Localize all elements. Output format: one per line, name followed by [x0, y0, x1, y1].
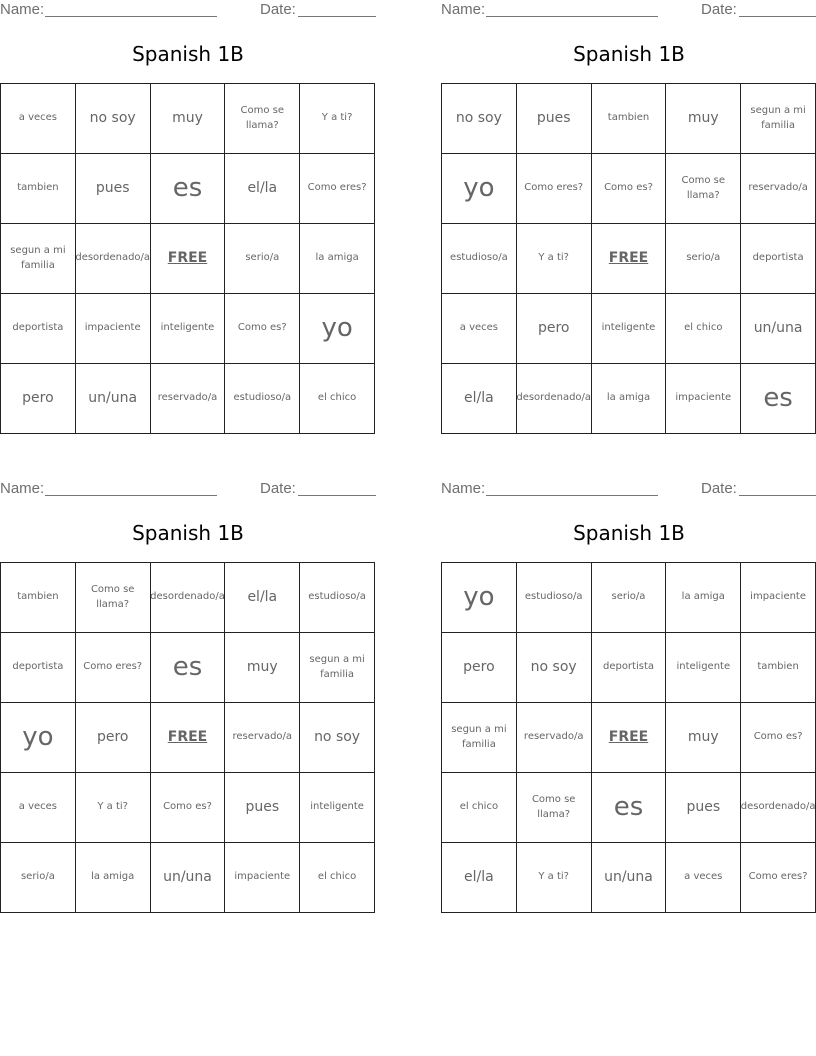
name-line: [45, 495, 217, 496]
bingo-cell: estudioso/a: [225, 364, 300, 434]
bingo-card-1: [0, 0, 376, 440]
bingo-cell: yo: [442, 563, 517, 633]
bingo-cell: no soy: [300, 703, 375, 773]
bingo-grid: [0, 83, 375, 434]
bingo-cell: pues: [666, 773, 741, 843]
bingo-cell: reservado/a: [517, 703, 592, 773]
name-label: Name:: [0, 480, 45, 497]
bingo-cell: la amiga: [666, 563, 741, 633]
bingo-cell: yo: [1, 703, 76, 773]
bingo-cell: pues: [517, 84, 592, 154]
bingo-cell: inteligente: [151, 294, 226, 364]
bingo-cell: Como es?: [741, 703, 816, 773]
bingo-cell: el/la: [442, 843, 517, 913]
bingo-cell: un/una: [151, 843, 226, 913]
bingo-cell: estudioso/a: [442, 224, 517, 294]
bingo-cell: un/una: [741, 294, 816, 364]
bingo-cell: la amiga: [76, 843, 151, 913]
bingo-cell: el chico: [300, 843, 375, 913]
bingo-cell: tambien: [592, 84, 667, 154]
bingo-cell: el chico: [442, 773, 517, 843]
bingo-cell: deportista: [1, 294, 76, 364]
date-line: [298, 495, 376, 496]
bingo-cell: Como eres?: [76, 633, 151, 703]
bingo-cell: serio/a: [666, 224, 741, 294]
date-label: Date:: [701, 480, 737, 497]
bingo-cell: Y a ti?: [517, 843, 592, 913]
date-line: [739, 495, 816, 496]
bingo-card-2: [441, 0, 816, 440]
bingo-cell: impaciente: [225, 843, 300, 913]
bingo-cell: segun a mi familia: [741, 84, 816, 154]
bingo-cell: impaciente: [666, 364, 741, 434]
bingo-cell: muy: [225, 633, 300, 703]
date-label: Date:: [260, 1, 296, 18]
date-line: [298, 16, 376, 17]
name-label: Name:: [441, 1, 486, 18]
bingo-cell: el chico: [300, 364, 375, 434]
card-title: Spanish 1B: [132, 521, 244, 545]
bingo-cell: estudioso/a: [300, 563, 375, 633]
bingo-cell: segun a mi familia: [300, 633, 375, 703]
bingo-cell: es: [151, 154, 226, 224]
name-line: [486, 495, 658, 496]
bingo-cell: tambien: [1, 154, 76, 224]
bingo-cell: Y a ti?: [76, 773, 151, 843]
card-header: [0, 480, 376, 500]
bingo-cell: un/una: [592, 843, 667, 913]
bingo-card-4: [441, 479, 816, 919]
bingo-cell: a veces: [1, 84, 76, 154]
bingo-cell: Como es?: [592, 154, 667, 224]
bingo-cell: serio/a: [592, 563, 667, 633]
name-label: Name:: [0, 1, 45, 18]
bingo-cell: Como se llama?: [517, 773, 592, 843]
bingo-cell: a veces: [1, 773, 76, 843]
bingo-cell: muy: [151, 84, 226, 154]
bingo-cell: Como se llama?: [225, 84, 300, 154]
card-header: [0, 1, 376, 21]
name-line: [45, 16, 217, 17]
bingo-cell: muy: [666, 703, 741, 773]
bingo-cell: pero: [517, 294, 592, 364]
bingo-grid: [441, 83, 816, 434]
bingo-cell: Como eres?: [300, 154, 375, 224]
bingo-cell: impaciente: [76, 294, 151, 364]
date-label: Date:: [701, 1, 737, 18]
bingo-cell: reservado/a: [225, 703, 300, 773]
bingo-cell: el/la: [225, 154, 300, 224]
bingo-cell: segun a mi familia: [1, 224, 76, 294]
bingo-cell: el/la: [225, 563, 300, 633]
bingo-cell: desordenado/a: [741, 773, 816, 843]
free-space-cell: FREE: [151, 703, 226, 773]
bingo-cell: inteligente: [666, 633, 741, 703]
bingo-cell: desordenado/a: [151, 563, 226, 633]
bingo-cell: el chico: [666, 294, 741, 364]
bingo-cell: pero: [442, 633, 517, 703]
bingo-cell: muy: [666, 84, 741, 154]
bingo-cell: Y a ti?: [517, 224, 592, 294]
date-label: Date:: [260, 480, 296, 497]
bingo-cell: estudioso/a: [517, 563, 592, 633]
bingo-cell: pero: [1, 364, 76, 434]
name-line: [486, 16, 658, 17]
bingo-cell: reservado/a: [741, 154, 816, 224]
bingo-cell: segun a mi familia: [442, 703, 517, 773]
bingo-cell: yo: [300, 294, 375, 364]
bingo-cell: un/una: [76, 364, 151, 434]
bingo-cell: a veces: [442, 294, 517, 364]
bingo-cell: es: [741, 364, 816, 434]
bingo-cell: no soy: [517, 633, 592, 703]
free-space-cell: FREE: [151, 224, 226, 294]
bingo-cell: deportista: [741, 224, 816, 294]
bingo-cell: no soy: [442, 84, 517, 154]
bingo-cell: Como eres?: [741, 843, 816, 913]
bingo-cell: reservado/a: [151, 364, 226, 434]
bingo-cell: serio/a: [225, 224, 300, 294]
bingo-cell: Y a ti?: [300, 84, 375, 154]
free-space-cell: FREE: [592, 703, 667, 773]
bingo-cell: tambien: [1, 563, 76, 633]
card-header: [441, 480, 816, 500]
bingo-cell: pues: [76, 154, 151, 224]
bingo-cell: no soy: [76, 84, 151, 154]
card-title: Spanish 1B: [573, 42, 685, 66]
bingo-card-3: [0, 479, 376, 919]
bingo-cell: Como se llama?: [76, 563, 151, 633]
bingo-cell: deportista: [592, 633, 667, 703]
bingo-cell: pero: [76, 703, 151, 773]
bingo-cell: desordenado/a: [517, 364, 592, 434]
bingo-cell: Como es?: [151, 773, 226, 843]
bingo-cell: yo: [442, 154, 517, 224]
bingo-cell: deportista: [1, 633, 76, 703]
bingo-cell: Como se llama?: [666, 154, 741, 224]
bingo-cell: a veces: [666, 843, 741, 913]
bingo-cell: es: [151, 633, 226, 703]
card-header: [441, 1, 816, 21]
bingo-grid: [441, 562, 816, 913]
bingo-cell: el/la: [442, 364, 517, 434]
bingo-cell: es: [592, 773, 667, 843]
bingo-cell: Como eres?: [517, 154, 592, 224]
bingo-cell: la amiga: [592, 364, 667, 434]
bingo-cell: inteligente: [300, 773, 375, 843]
bingo-grid: [0, 562, 375, 913]
name-label: Name:: [441, 480, 486, 497]
card-title: Spanish 1B: [573, 521, 685, 545]
bingo-cell: la amiga: [300, 224, 375, 294]
bingo-cell: desordenado/a: [76, 224, 151, 294]
bingo-cell: serio/a: [1, 843, 76, 913]
card-title: Spanish 1B: [132, 42, 244, 66]
free-space-cell: FREE: [592, 224, 667, 294]
date-line: [739, 16, 816, 17]
bingo-cell: tambien: [741, 633, 816, 703]
bingo-cell: inteligente: [592, 294, 667, 364]
bingo-cell: Como es?: [225, 294, 300, 364]
bingo-cell: pues: [225, 773, 300, 843]
bingo-cell: impaciente: [741, 563, 816, 633]
